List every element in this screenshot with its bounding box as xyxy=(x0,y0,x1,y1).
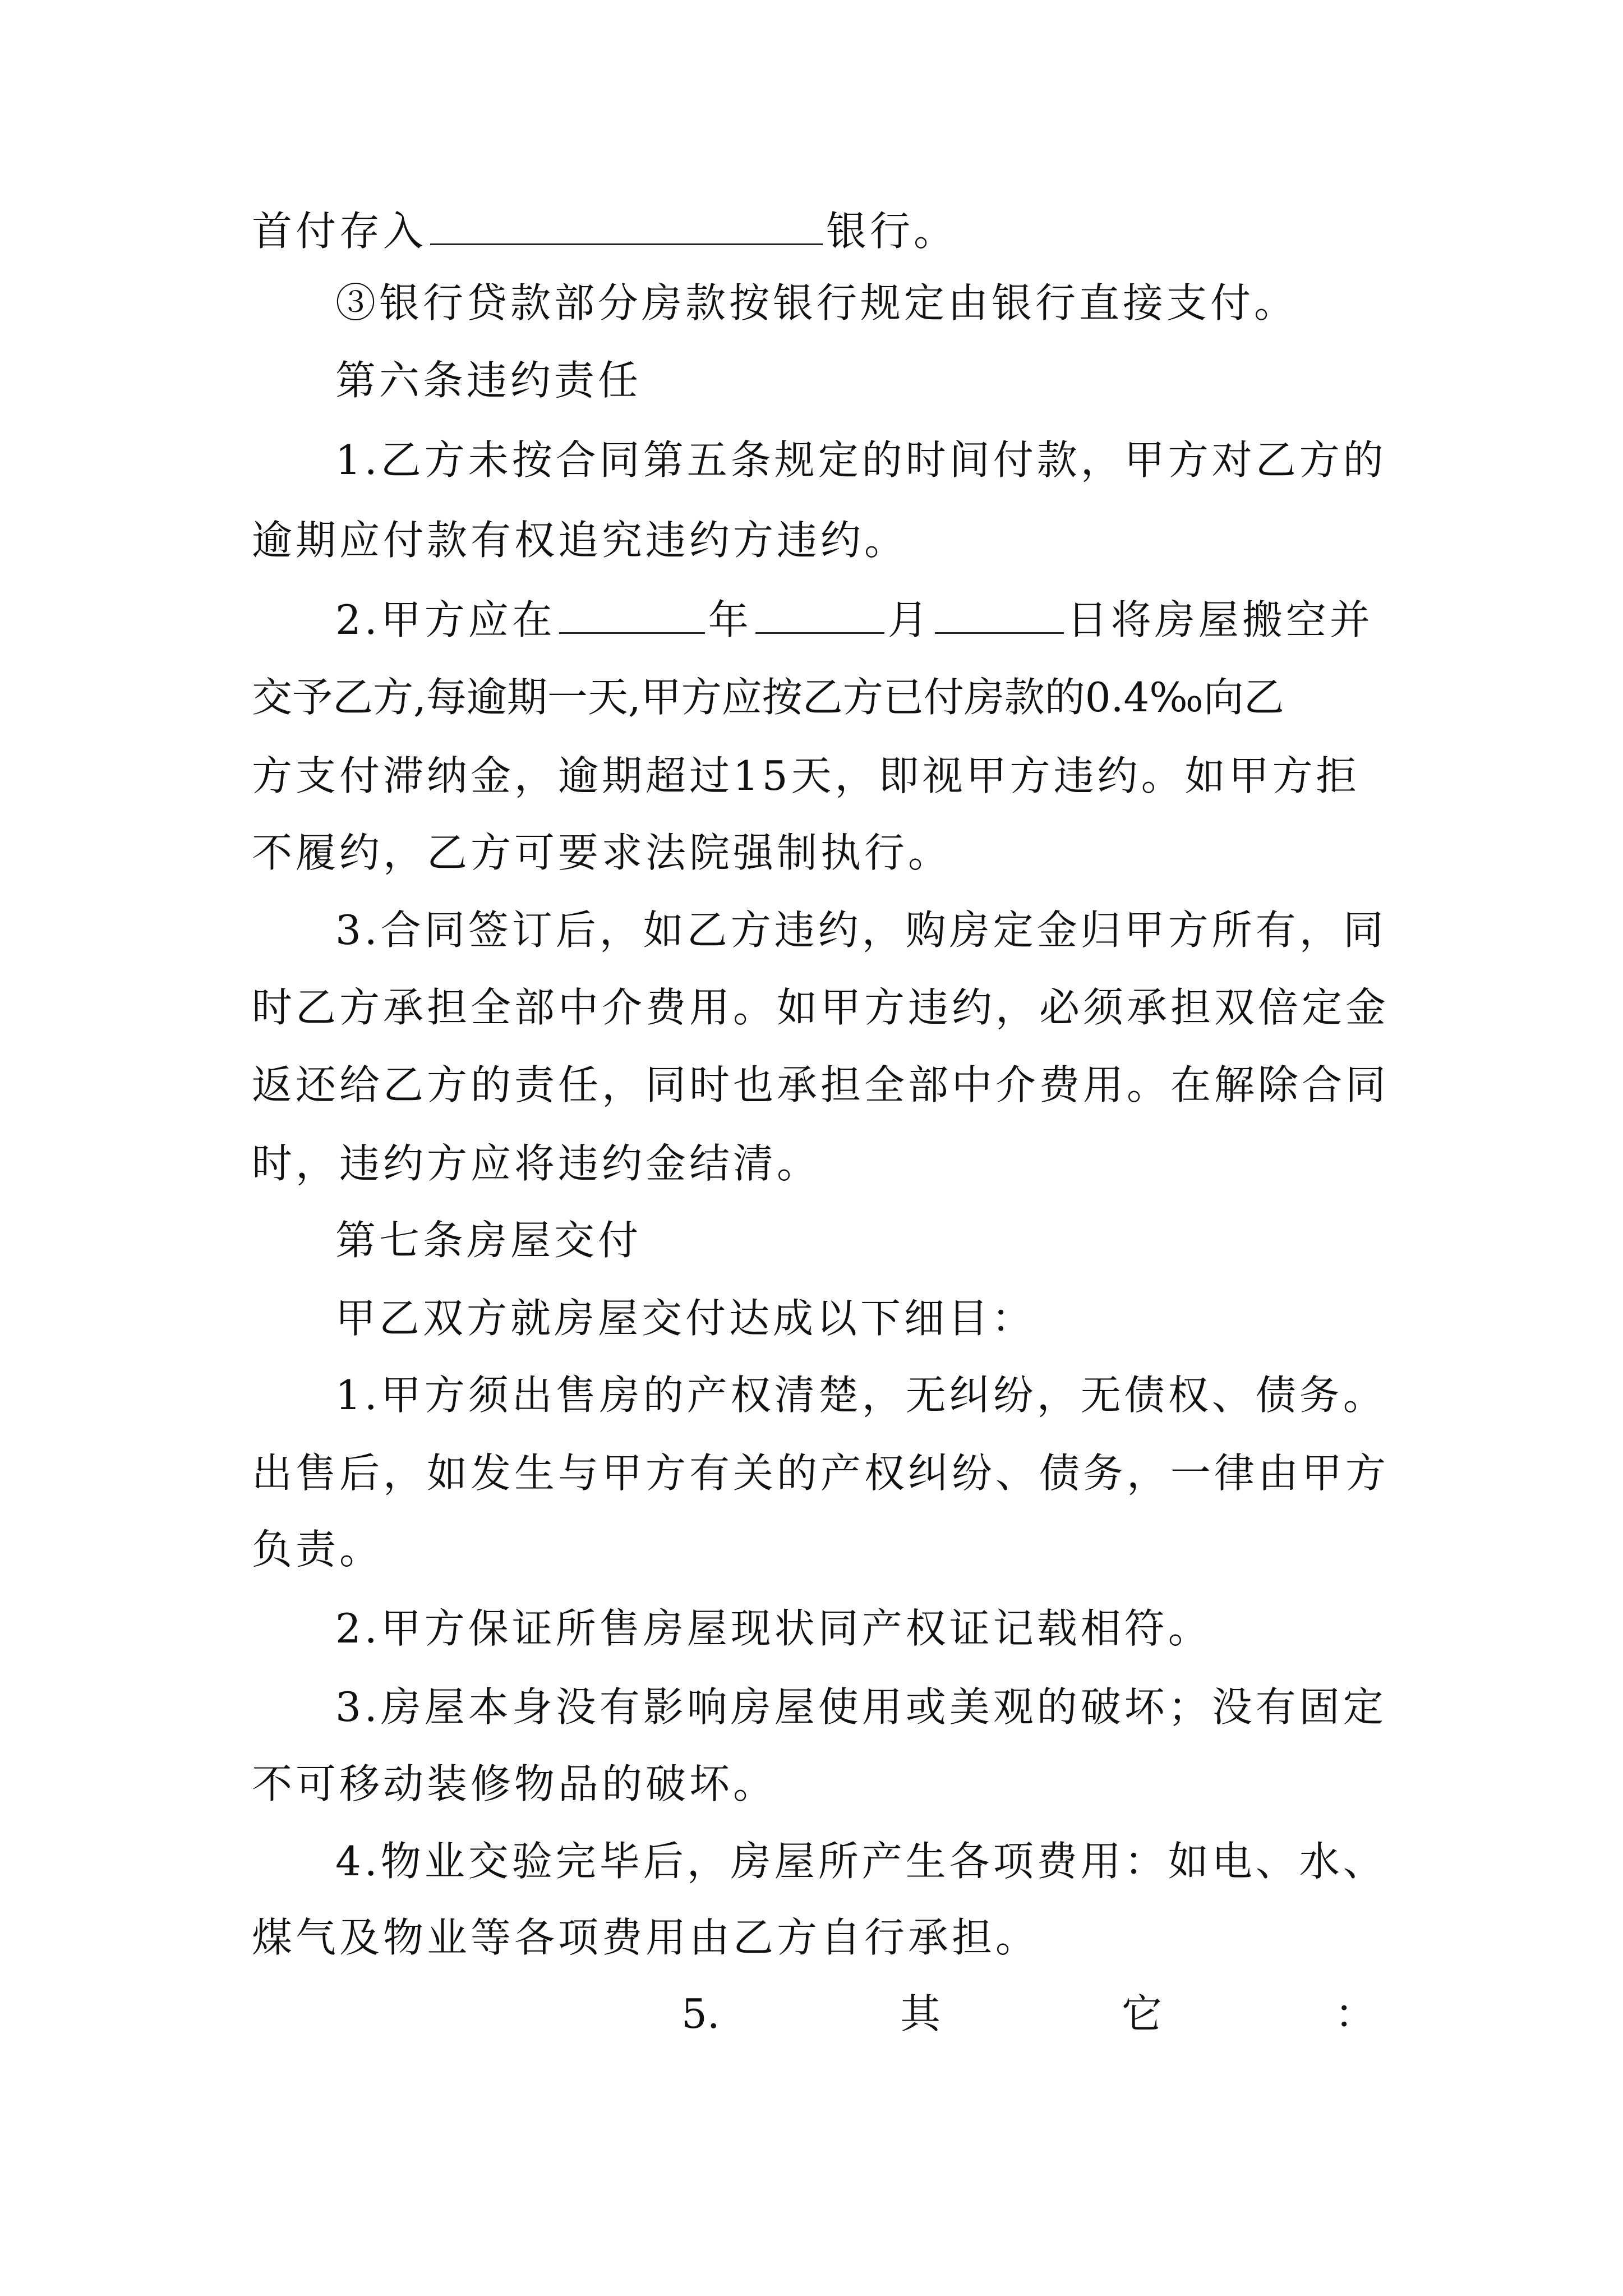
text-line: 出售后，如发生与甲方有关的产权纠纷、债务，一律由甲方 xyxy=(252,1450,1390,1497)
fill-blank-bank xyxy=(430,202,823,245)
text-line: 逾期应付款有权追究违约方违约。 xyxy=(252,517,909,564)
text-line xyxy=(252,202,957,259)
section-heading: 第七条房屋交付 xyxy=(335,1217,642,1264)
text-span: 首付存入 xyxy=(252,208,427,255)
text-line: 不履约，乙方可要求法院强制执行。 xyxy=(252,829,952,876)
text-line: 甲乙双方就房屋交付达成以下细目： xyxy=(335,1295,1036,1342)
text-line: 1.甲方须出售房的产权清楚，无纠纷，无债权、债务。 xyxy=(335,1372,1387,1419)
text-span: 2.甲方应在 xyxy=(335,596,556,643)
fill-blank-day xyxy=(935,591,1064,634)
text-span: 其 xyxy=(900,1990,941,2037)
text-line: 煤气及物业等各项费用由乙方自行承担。 xyxy=(252,1914,1040,1961)
text-line xyxy=(335,591,1373,648)
text-line: 返还给乙方的责任，同时也承担全部中介费用。在解除合同 xyxy=(252,1061,1390,1108)
section-heading: 第六条违约责任 xyxy=(335,357,642,404)
text-span: 月 xyxy=(887,596,932,643)
text-span: 年 xyxy=(708,596,752,643)
text-line: 负责。 xyxy=(252,1526,384,1573)
text-span: 银行。 xyxy=(826,208,958,255)
text-span: ： xyxy=(1335,1990,1376,2037)
text-span: 日将房屋搬空并 xyxy=(1067,596,1373,643)
text-line: 3.房屋本身没有影响房屋使用或美观的破坏；没有固定 xyxy=(335,1683,1387,1731)
text-line: 1.乙方未按合同第五条规定的时间付款，甲方对乙方的 xyxy=(335,436,1387,484)
item-number: 5. xyxy=(681,1990,720,2037)
fill-blank-year xyxy=(559,591,705,634)
text-line: 不可移动装修物品的破坏。 xyxy=(252,1760,777,1807)
text-line: 时乙方承担全部中介费用。如甲方违约，必须承担双倍定金 xyxy=(252,984,1390,1031)
text-line: 3.合同签订后，如乙方违约，购房定金归甲方所有，同 xyxy=(335,907,1387,954)
text-line: 2.甲方保证所售房屋现状同产权证记载相符。 xyxy=(335,1605,1212,1652)
text-line: ③银行贷款部分房款按银行规定由银行直接支付。 xyxy=(335,279,1298,326)
text-line: 交予乙方,每逾期一天,甲方应按乙方已付房款的0.4‰向乙 xyxy=(252,674,1284,721)
text-line: 方支付滞纳金，逾期超过15天，即视甲方违约。如甲方拒 xyxy=(252,752,1360,799)
text-line: 时，违约方应将违约金结清。 xyxy=(252,1140,821,1187)
text-span: 它 xyxy=(1122,1990,1163,2037)
text-line: 4.物业交验完毕后，房屋所产生各项费用：如电、水、 xyxy=(335,1838,1387,1885)
fill-blank-month xyxy=(755,591,884,634)
